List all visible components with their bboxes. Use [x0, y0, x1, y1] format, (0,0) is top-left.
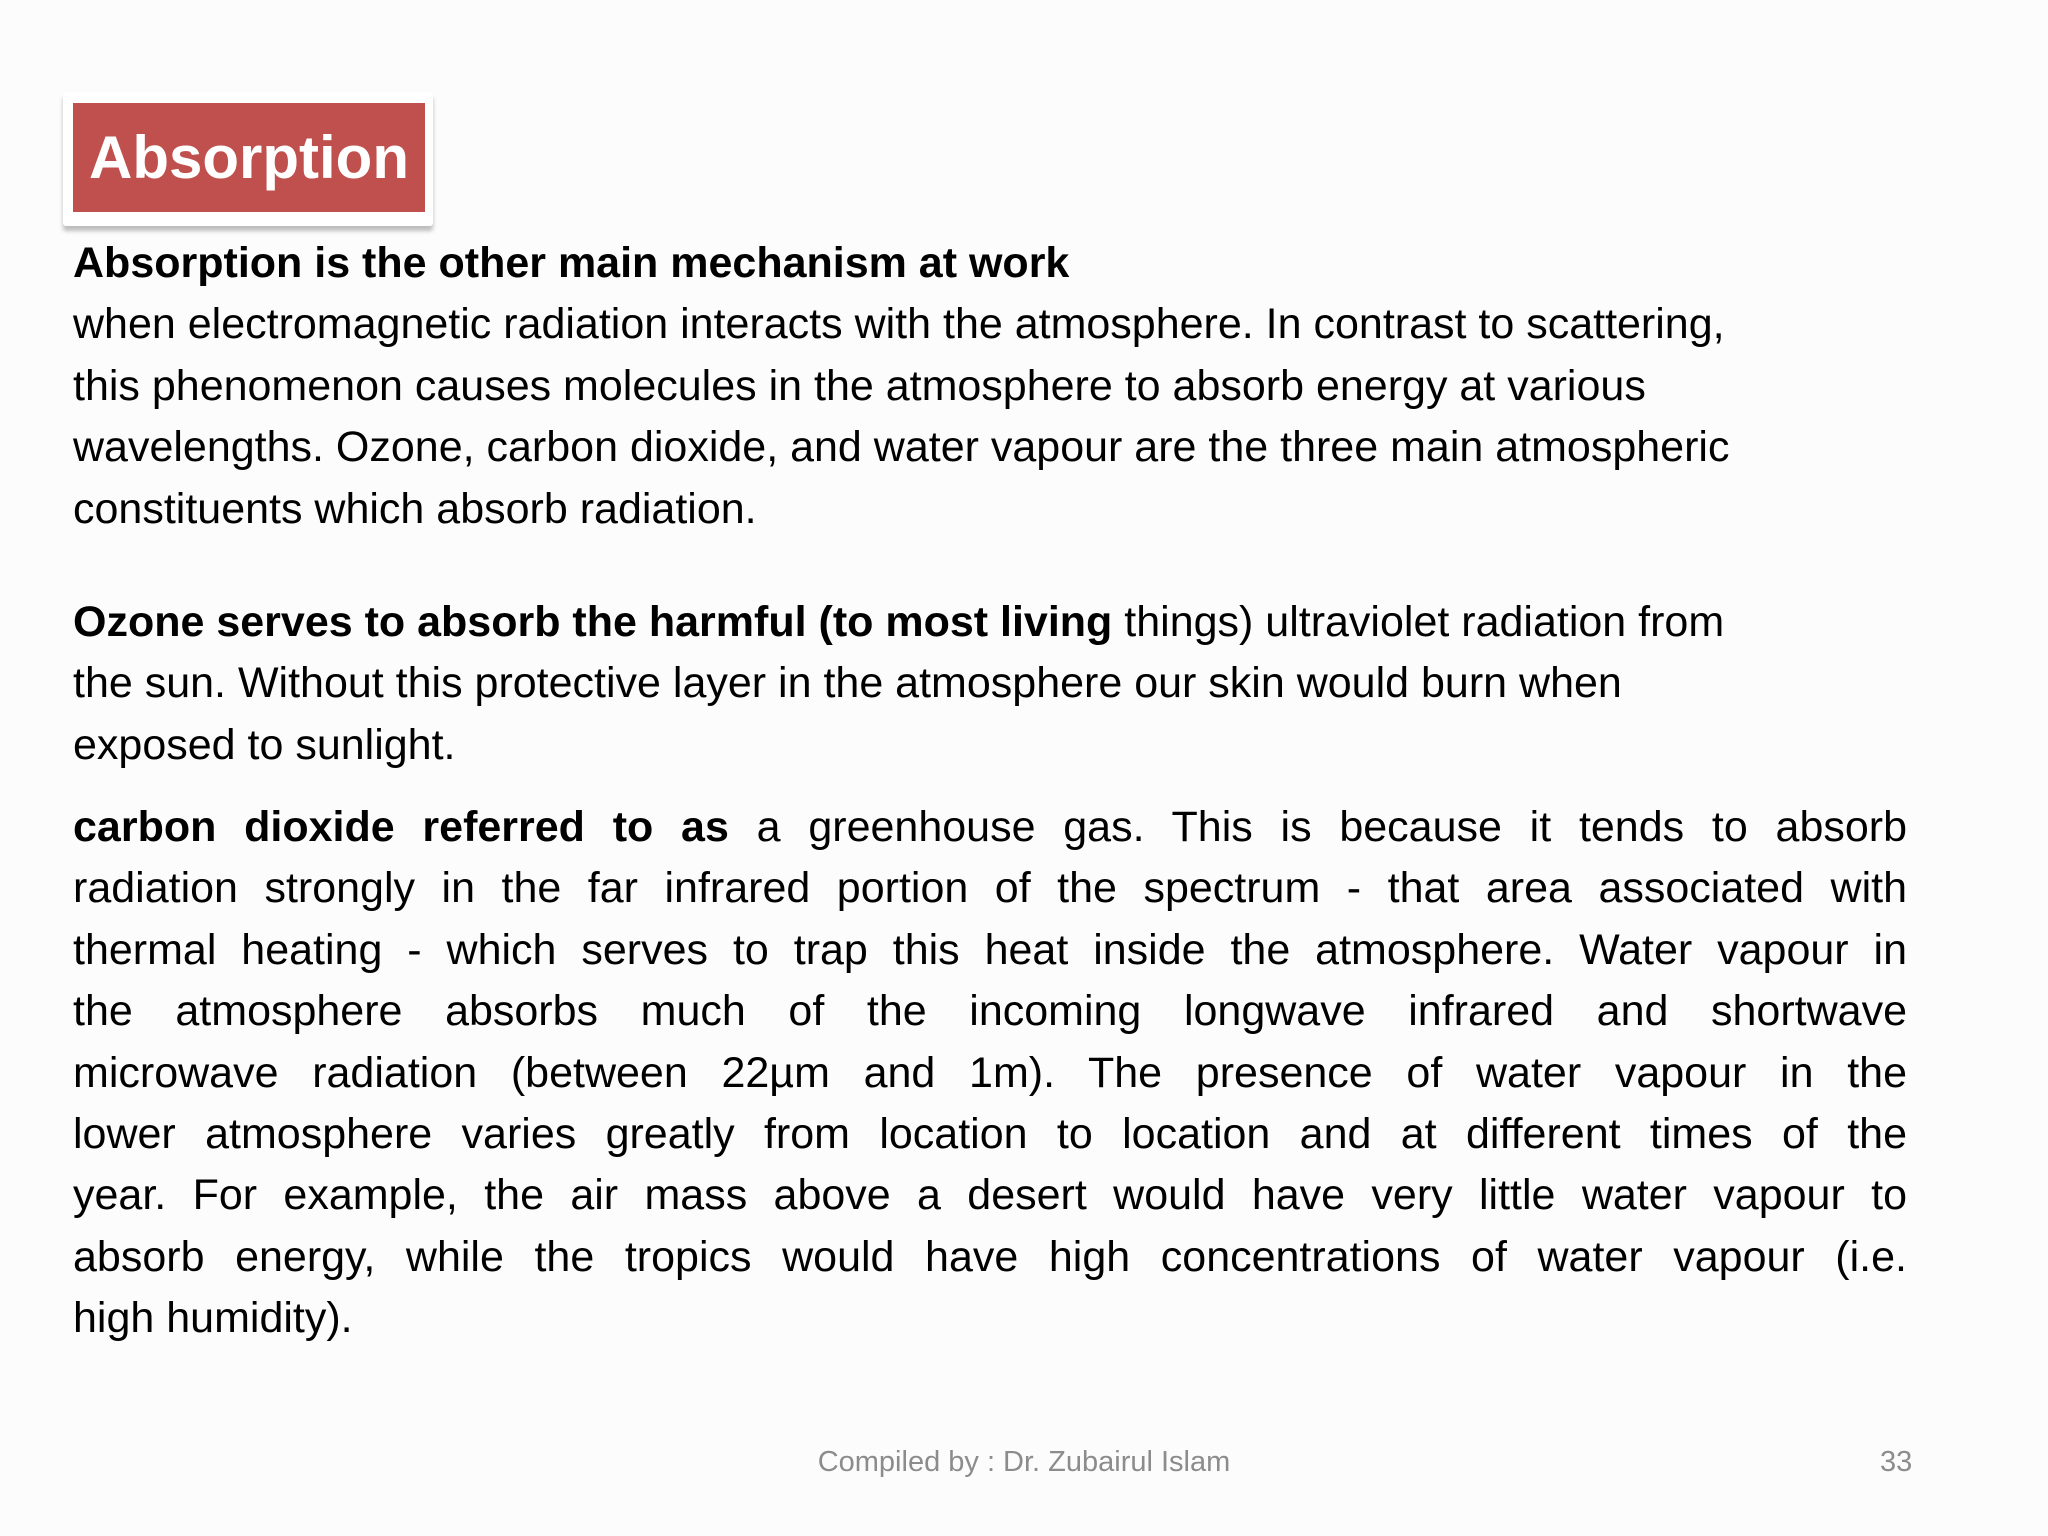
body-text: this phenomenon causes molecules in the atmosphere to absorb energy at various	[73, 361, 1646, 410]
body-text: the sun. Without this protective layer in the atmosphere our skin would burn when	[73, 659, 1622, 708]
body-text: high humidity).	[73, 1294, 353, 1343]
body-text: radiation strongly in the far infrared portion of the spectrum - that area associated with	[73, 864, 1907, 913]
paragraph-carbon-dioxide	[73, 797, 1907, 1350]
text-line	[73, 858, 1907, 919]
text-line	[73, 981, 1907, 1042]
body-text: lower atmosphere varies greatly from location to location and at different times of the	[73, 1109, 1907, 1158]
slide-title-frame	[63, 92, 433, 226]
text-line	[73, 356, 1907, 417]
body-text: year. For example, the air mass above a desert would have very little water vapour to	[73, 1171, 1907, 1220]
bold-text: carbon dioxide referred to as	[73, 803, 729, 851]
body-text: absorb energy, while the tropics would have high concentrations of water vapour (i.e.	[73, 1232, 1907, 1281]
footer-credit: Compiled by : Dr. Zubairul Islam	[817, 1446, 1231, 1478]
text-line	[73, 1104, 1907, 1165]
bold-text: Absorption is the other main mechanism at work	[73, 239, 1070, 287]
text-line	[73, 920, 1907, 981]
text-line	[73, 1288, 1907, 1349]
body-text: wavelengths. Ozone, carbon dioxide, and water vapour are the three main atmospheric	[73, 423, 1730, 472]
body-text: constituents which absorb radiation.	[73, 484, 757, 533]
text-line	[73, 653, 1907, 714]
paragraph-absorption-intro	[73, 233, 1907, 540]
body-text: when electromagnetic radiation interacts with the atmosphere. In contrast to scattering,	[73, 300, 1725, 349]
body-text: exposed to sunlight.	[73, 720, 456, 769]
body-text: a greenhouse gas. This is because it tends to absorb	[728, 803, 1908, 851]
text-line	[73, 592, 1907, 653]
paragraph-ozone	[73, 592, 1907, 776]
text-line	[73, 1227, 1907, 1288]
text-line	[73, 294, 1907, 355]
text-line	[73, 1043, 1907, 1104]
slide-title: Absorption	[73, 103, 425, 212]
page-number: 33	[1880, 1446, 1913, 1478]
body-text: things) ultraviolet radiation from	[1112, 598, 1725, 646]
text-line	[73, 417, 1907, 478]
text-line	[73, 479, 1907, 540]
text-line	[73, 233, 1907, 294]
text-line	[73, 797, 1907, 858]
text-line	[73, 1165, 1907, 1226]
bold-text: Ozone serves to absorb the harmful (to most living	[73, 598, 1113, 646]
body-text: thermal heating - which serves to trap this heat inside the atmosphere. Water vapour in	[73, 925, 1907, 974]
body-text: microwave radiation (between 22µm and 1m). The presence of water vapour in the	[73, 1048, 1907, 1097]
body-text: the atmosphere absorbs much of the incoming longwave infrared and shortwave	[73, 987, 1907, 1036]
text-line	[73, 715, 1907, 776]
